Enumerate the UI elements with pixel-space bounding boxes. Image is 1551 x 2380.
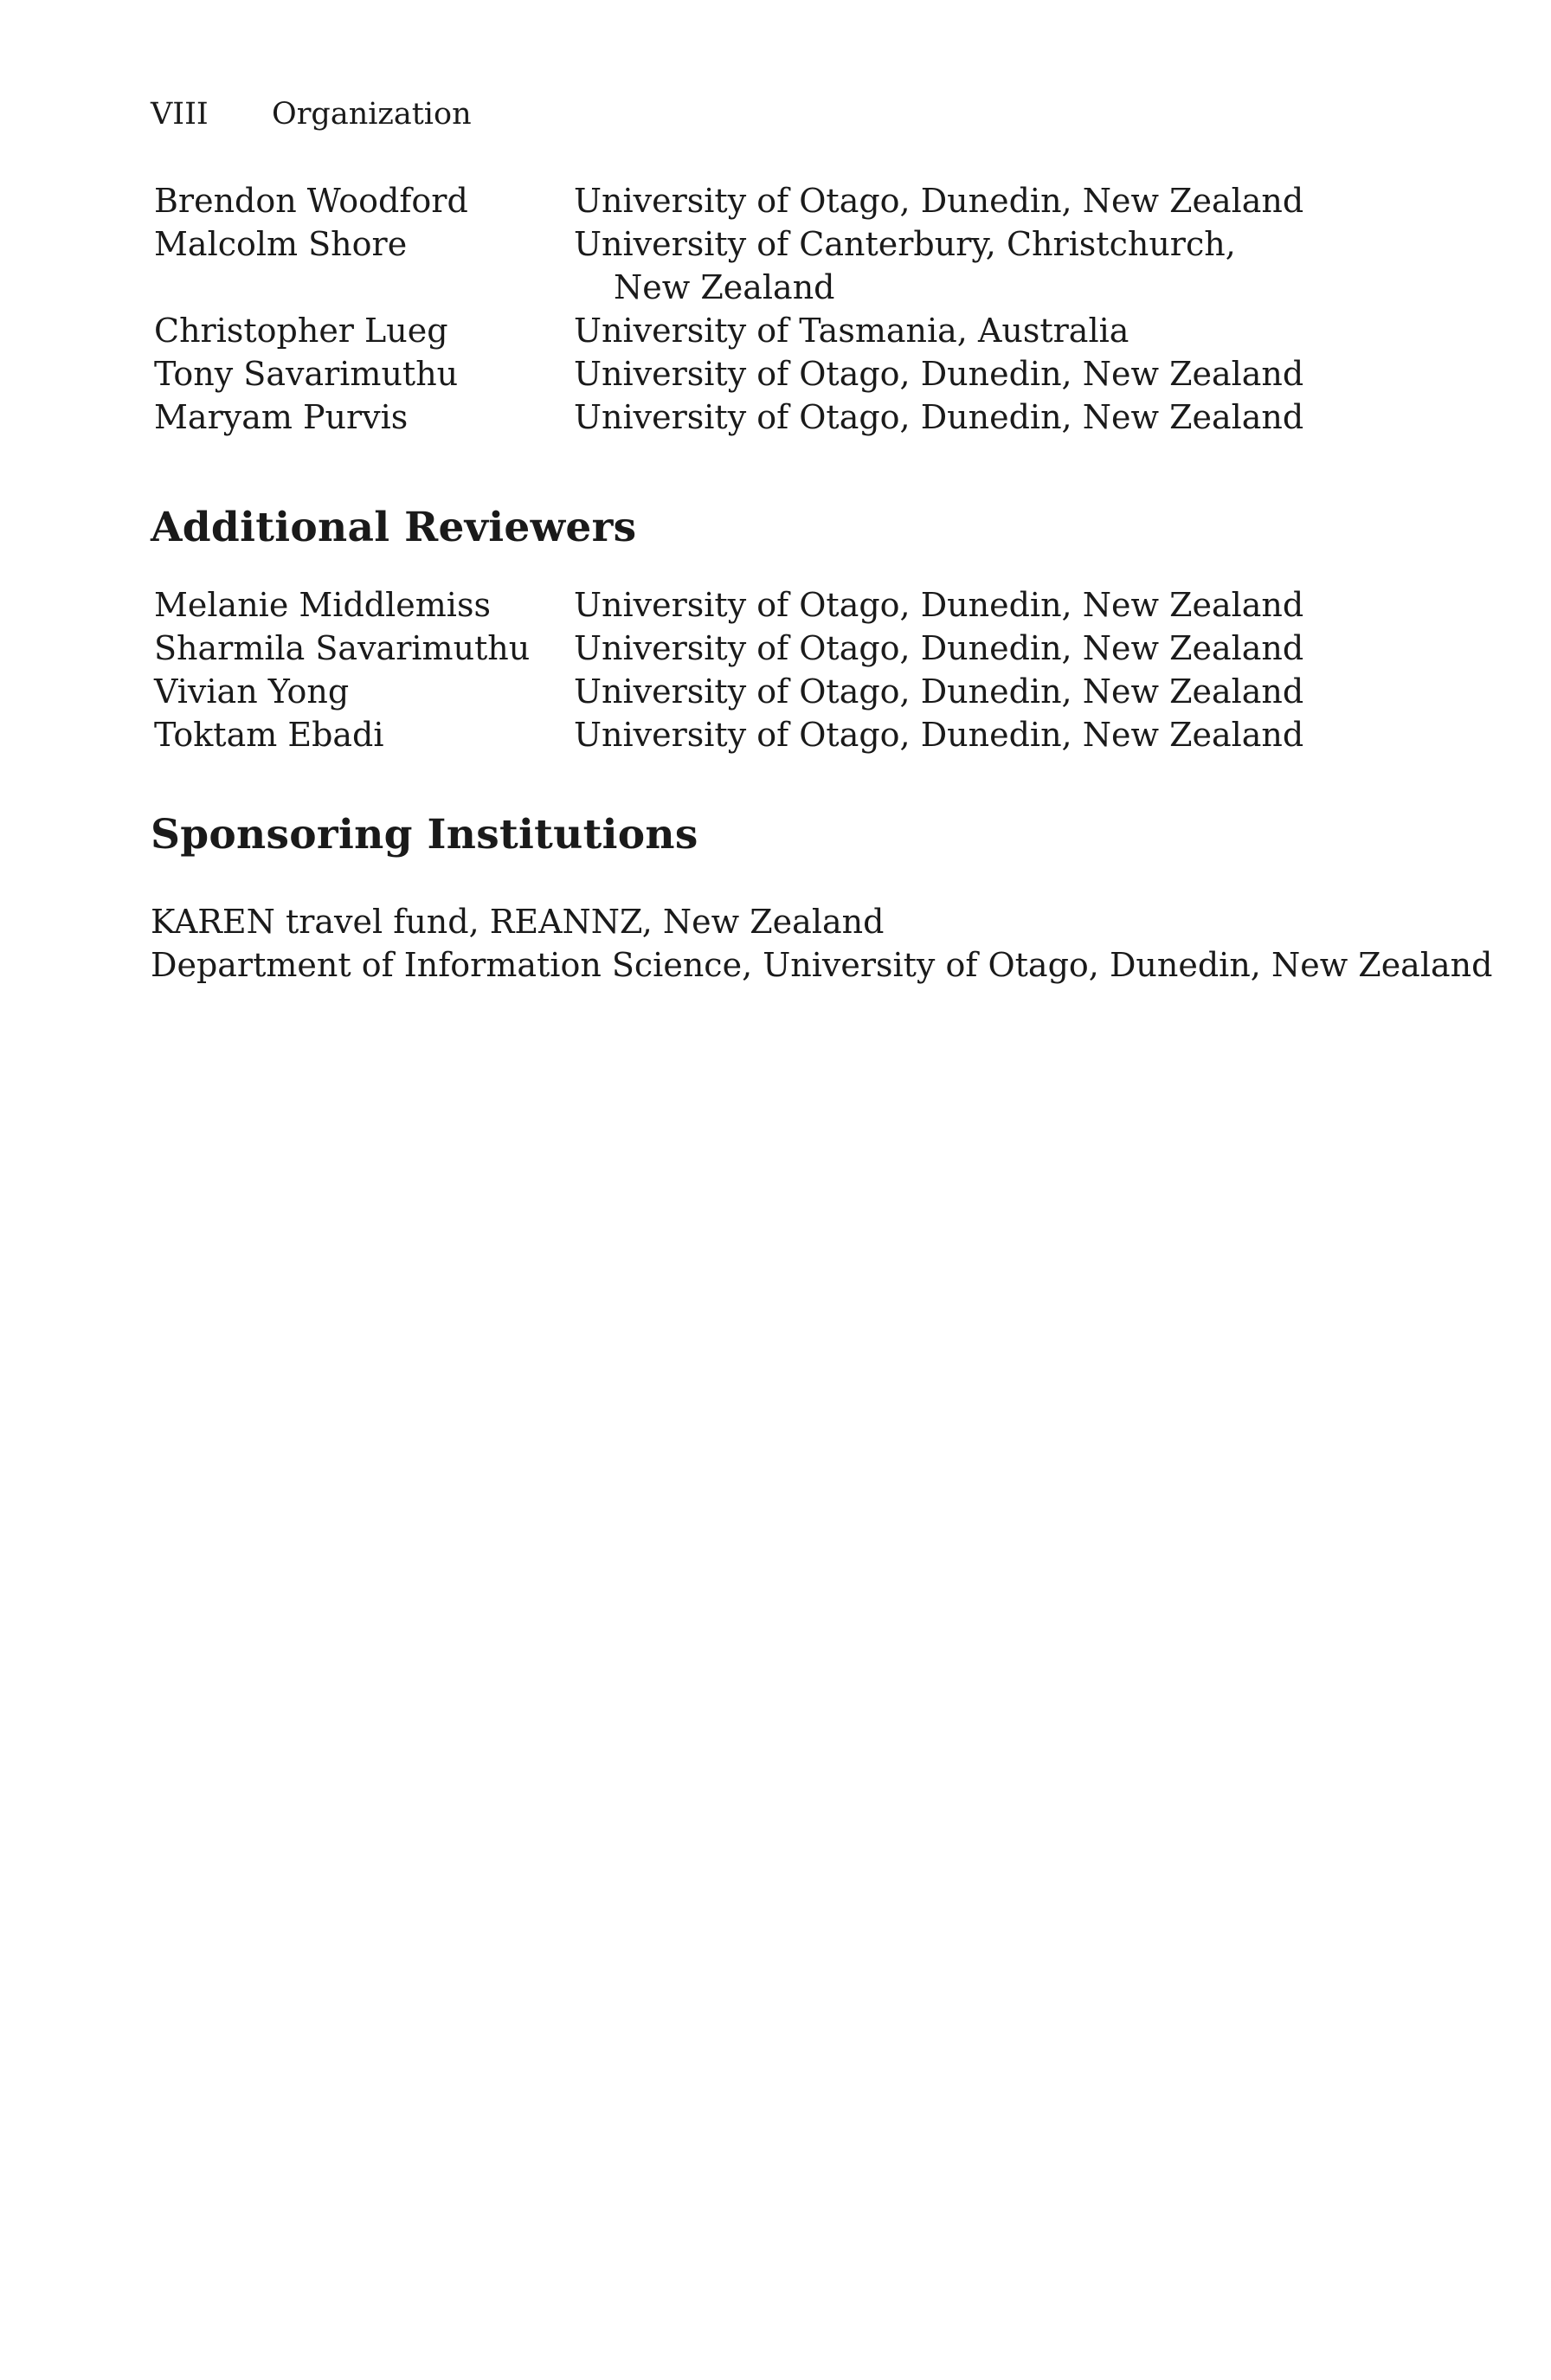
running-head-title: Organization	[272, 97, 472, 132]
reviewer-affiliation: University of Otago, Dunedin, New Zealand	[574, 629, 1304, 667]
sponsor-list	[151, 900, 1501, 987]
reviewer-row	[154, 627, 1383, 670]
reviewer-row	[154, 583, 1383, 627]
sponsoring-institutions-section	[151, 809, 698, 861]
member-affiliation: University of Canterbury, Christchurch, New Zealand	[574, 222, 1383, 309]
member-name: Brendon Woodford	[154, 182, 468, 220]
sponsor-line: KAREN travel fund, REANNZ, New Zealand	[151, 903, 885, 941]
committee-row	[154, 396, 1383, 439]
committee-row	[154, 222, 1383, 309]
committee-row	[154, 309, 1383, 352]
reviewer-affiliation: University of Otago, Dunedin, New Zealand	[574, 586, 1304, 624]
member-affiliation-continued: New Zealand	[614, 268, 835, 306]
reviewer-affiliation: University of Otago, Dunedin, New Zealand	[574, 672, 1304, 711]
committee-list	[154, 179, 1383, 439]
reviewer-name: Melanie Middlemiss	[154, 586, 491, 624]
sponsor-line: Department of Information Science, University of Otago, Dunedin, New Zealand	[151, 946, 1493, 984]
member-name: Malcolm Shore	[154, 225, 408, 263]
member-affiliation: University of Otago, Dunedin, New Zealand	[574, 182, 1304, 220]
member-affiliation: University of Otago, Dunedin, New Zealand	[574, 355, 1304, 393]
committee-row	[154, 352, 1383, 396]
section-heading: Sponsoring Institutions	[151, 811, 698, 859]
member-name: Christopher Lueg	[154, 312, 448, 350]
reviewer-name: Vivian Yong	[154, 672, 350, 711]
additional-reviewers-section	[151, 502, 636, 554]
reviewer-name: Toktam Ebadi	[154, 716, 384, 754]
reviewer-row	[154, 670, 1383, 713]
running-head	[151, 93, 472, 135]
page-number: VIII	[151, 97, 209, 132]
reviewer-name: Sharmila Savarimuthu	[154, 629, 531, 667]
reviewer-row	[154, 713, 1383, 756]
reviewer-affiliation: University of Otago, Dunedin, New Zealand	[574, 716, 1304, 754]
member-affiliation: University of Otago, Dunedin, New Zealand	[574, 398, 1304, 436]
member-affiliation: University of Tasmania, Australia	[574, 312, 1129, 350]
member-name: Tony Savarimuthu	[154, 355, 459, 393]
section-heading: Additional Reviewers	[151, 504, 637, 551]
reviewers-list	[154, 583, 1383, 756]
committee-row	[154, 179, 1383, 222]
member-name: Maryam Purvis	[154, 398, 409, 436]
